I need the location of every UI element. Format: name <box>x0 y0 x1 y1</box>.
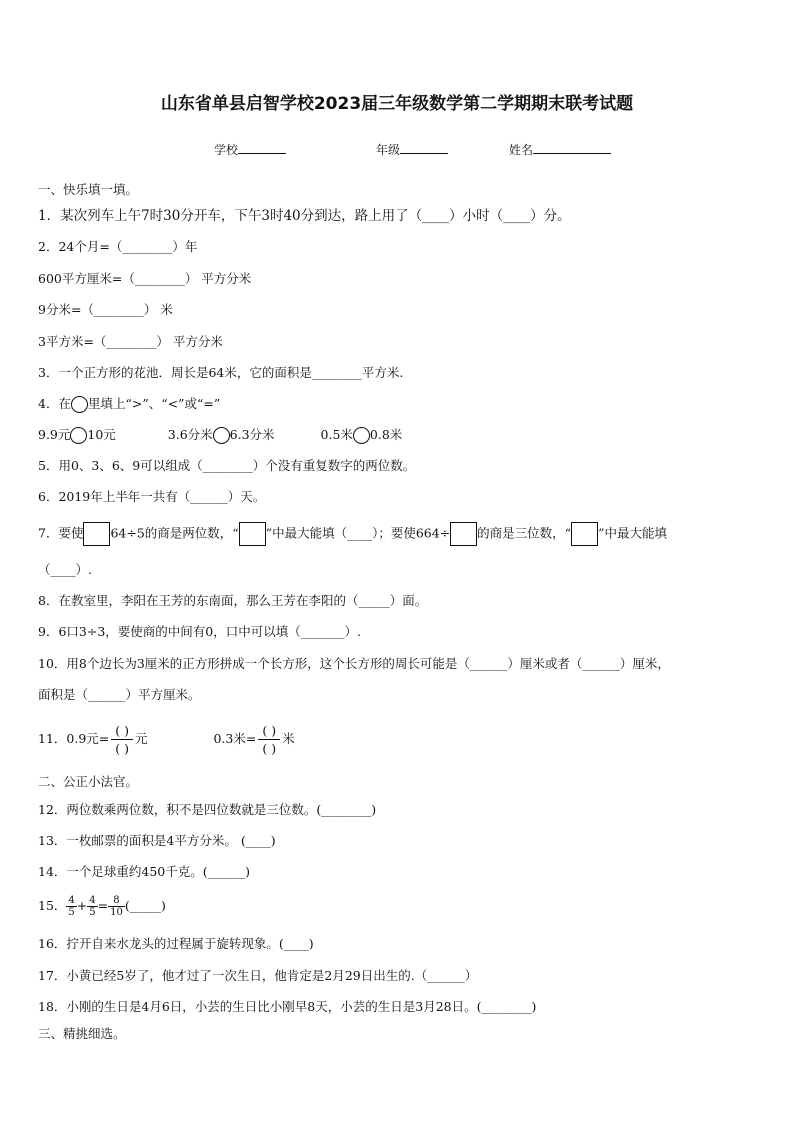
page-title: 山东省单县启智学校2023届三年级数学第二学期期末联考试题 <box>160 94 634 114</box>
fraction-numerator: 4 <box>89 895 96 906</box>
school-blank <box>238 140 286 154</box>
question-10-continued: 面积是（______）平方厘米。 <box>38 687 201 702</box>
question-11 <box>38 722 295 757</box>
question-10: 10．用8个边长为3厘米的正方形拼成一个长方形，这个长方形的周长可能是（______）厘米或者（______）厘米， <box>38 656 670 671</box>
fraction-blank <box>258 722 280 757</box>
q7-text-e: ”中最大能填 <box>598 525 667 541</box>
question-12: 12．两位数乘两位数，积不是四位数就是三位数。(________) <box>38 802 377 817</box>
fraction <box>109 895 124 918</box>
question-2c: 9分米=（________） 米 <box>38 302 173 317</box>
answer-box <box>450 522 477 546</box>
q15-blank: (_____) <box>124 898 166 913</box>
grade-blank <box>400 140 448 154</box>
school-label: 学校 <box>214 143 239 157</box>
question-16: 16．拧开自来水龙头的过程属于旋转现象。(____) <box>38 936 314 951</box>
q4-item-2 <box>168 427 275 442</box>
question-5: 5．用0、3、6、9可以组成（________）个没有重复数字的两位数。 <box>38 458 416 473</box>
q4-item-3 <box>321 427 403 442</box>
answer-box <box>571 522 598 546</box>
question-4-items <box>38 426 402 444</box>
question-6: 6．2019年上半年一共有（______）天。 <box>38 489 266 504</box>
question-7 <box>38 522 667 546</box>
fraction-denominator: 5 <box>68 907 75 918</box>
q4-item-2-left: 3.6分米 <box>167 427 213 442</box>
q11-text-c: 0.3米= <box>213 731 257 746</box>
q11-text-d: 米 <box>282 731 295 746</box>
fraction-denominator: ( ) <box>262 741 277 756</box>
answer-circle <box>71 396 88 413</box>
answer-circle <box>353 427 370 444</box>
q7-text-a: 7．要使 <box>38 525 84 541</box>
fraction <box>67 895 75 918</box>
grade-label: 年级 <box>376 143 401 157</box>
name-field <box>509 140 611 158</box>
q4-item-1-left: 9.9元 <box>38 427 71 442</box>
fraction-denominator: 5 <box>89 907 96 918</box>
question-3: 3．一个正方形的花池．周长是64米，它的面积是________平方米. <box>38 365 404 380</box>
section-1-heading: 一、快乐填一填。 <box>38 182 139 197</box>
q4-item-1-right: 10元 <box>87 427 116 442</box>
question-13: 13．一枚邮票的面积是4平方分米。 (____) <box>38 833 276 848</box>
q11-text-b: 元 <box>135 731 148 746</box>
name-blank <box>533 140 611 154</box>
equals-sign: = <box>97 898 109 913</box>
q4-item-3-right: 0.8米 <box>369 427 403 442</box>
section-2-heading: 二、公正小法官。 <box>38 774 139 789</box>
q4-item-1 <box>38 427 116 442</box>
fraction-numerator: ( ) <box>262 723 277 738</box>
q7-text-d: 的商是三位数，“ <box>477 525 572 541</box>
q7-text-b: 64÷5的商是两位数，“ <box>110 525 239 541</box>
question-18: 18．小刚的生日是4月6日，小芸的生日比小刚早8天，小芸的生日是3月28日。(________) <box>38 999 537 1014</box>
q4-text-b: 里填上“>”、“<”或“=” <box>87 396 221 411</box>
question-7-continued: （____）. <box>38 562 92 577</box>
plus-sign: + <box>76 898 88 913</box>
school-field <box>214 140 286 158</box>
q15-number: 15． <box>38 898 67 913</box>
q7-text-c: ”中最大能填（____）；要使664÷ <box>265 525 451 541</box>
question-9: 9．6口3÷3，要使商的中间有0，口中可以填（_______）. <box>38 624 361 639</box>
question-2a: 2．24个月=（________）年 <box>38 239 198 254</box>
name-label: 姓名 <box>509 143 534 157</box>
fraction-blank <box>111 722 133 757</box>
question-2d: 3平方米=（________） 平方分米 <box>38 334 223 349</box>
answer-circle <box>70 427 87 444</box>
section-3-heading: 三、精挑细选。 <box>38 1026 126 1041</box>
fraction-numerator: 8 <box>113 895 120 906</box>
answer-box <box>239 522 266 546</box>
q4-item-2-right: 6.3分米 <box>229 427 275 442</box>
answer-box <box>83 522 110 546</box>
fraction-numerator: 4 <box>68 895 75 906</box>
question-15 <box>38 895 166 918</box>
question-17: 17．小黄已经5岁了，他才过了一次生日，他肯定是2月29日出生的.（______） <box>38 968 478 983</box>
question-8: 8．在教室里，李阳在王芳的东南面，那么王芳在李阳的（_____）面。 <box>38 593 428 608</box>
fraction-numerator: ( ) <box>115 723 129 738</box>
question-2b: 600平方厘米=（________） 平方分米 <box>38 271 252 286</box>
q4-text-a: 4．在 <box>38 396 71 411</box>
grade-field <box>376 140 448 158</box>
question-1: 1．某次列车上午7时30分开车，下午3时40分到达，路上用了（____）小时（____）分。 <box>38 208 571 224</box>
fraction-denominator: 10 <box>110 907 123 918</box>
question-4 <box>38 395 220 413</box>
q4-item-3-left: 0.5米 <box>320 427 353 442</box>
fraction-denominator: ( ) <box>115 741 129 756</box>
q11-text-a: 11．0.9元= <box>38 731 110 746</box>
answer-circle <box>213 427 230 444</box>
fraction <box>88 895 96 918</box>
question-14: 14．一个足球重约450千克。(______) <box>38 864 251 879</box>
